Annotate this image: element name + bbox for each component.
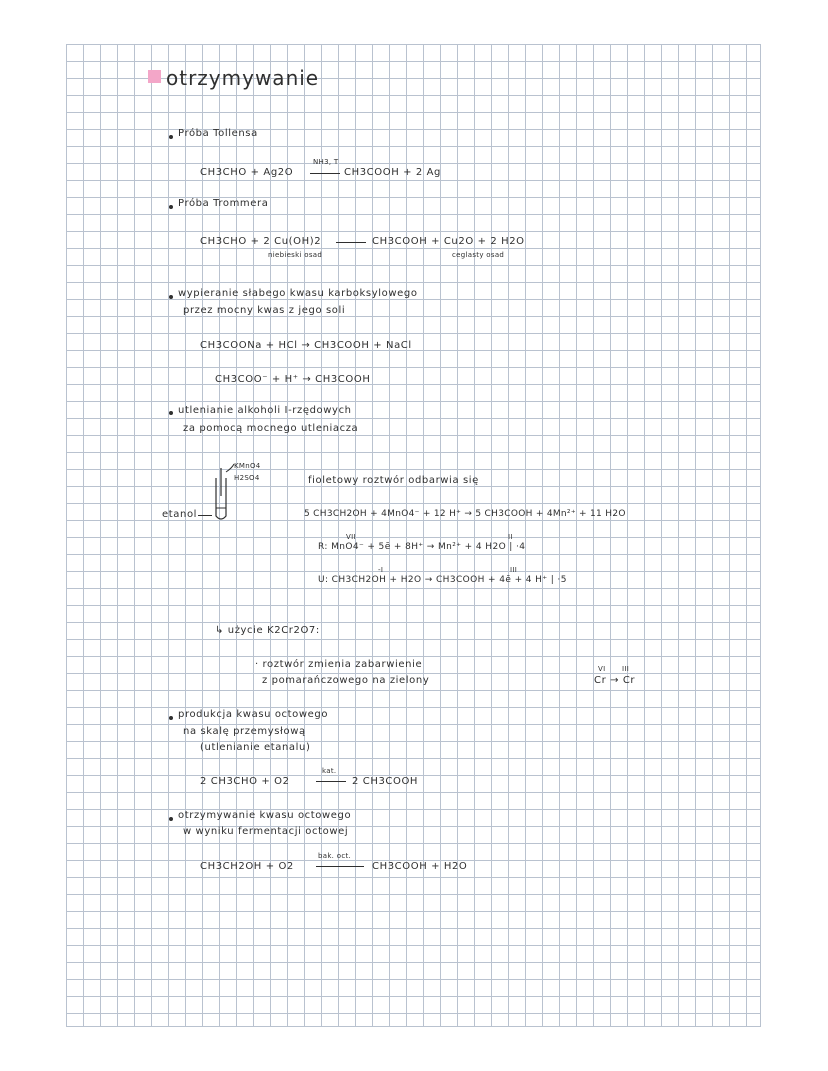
half-reaction-u: U: CH3CH2OH + H2O → CH3COOH + 4ē + 4 H⁺ | ·5 — [318, 575, 567, 585]
fermentation-product: CH3COOH + H2O — [372, 861, 468, 872]
displacement-heading-2: przez mocny kwas z jego soli — [183, 305, 346, 316]
alt-label: ↳ użycie K2Cr2O7: — [215, 625, 320, 636]
title-marker — [148, 70, 161, 83]
bullet — [169, 411, 173, 415]
ox-num-u1: -I — [378, 566, 384, 574]
tollens-right: CH3COOH + 2 Ag — [344, 167, 441, 178]
tollens-left: CH3CHO + Ag2O — [200, 167, 294, 178]
trommer-left: CH3CHO + 2 Cu(OH)2 — [200, 236, 322, 247]
alt-observation-2: z pomarańczowego na zielony — [262, 675, 430, 686]
reaction-arrow — [310, 173, 340, 174]
reagent-h2so4: H2SO4 — [234, 474, 260, 482]
displacement-eq2: CH3COO⁻ + H⁺ → CH3COOH — [215, 374, 371, 385]
ox-num-u2: III — [510, 566, 518, 574]
industrial-heading-3: (utlenianie etanalu) — [200, 742, 311, 753]
trommer-right: CH3COOH + Cu2O + 2 H2O — [372, 236, 525, 247]
displacement-heading-1: wypieranie słabego kwasu karboksylowego — [178, 288, 418, 299]
pointer-line — [198, 515, 212, 516]
fermentation-condition: bak. oct. — [318, 852, 352, 860]
fermentation-eq: CH3CH2OH + O2 — [200, 861, 294, 872]
test-tube-icon — [204, 462, 238, 528]
bullet — [169, 205, 173, 209]
fermentation-heading-2: w wyniku fermentacji octowej — [183, 826, 349, 837]
grid-paper — [66, 44, 761, 1027]
oxidation-observation: fioletowy roztwór odbarwia się — [308, 475, 479, 486]
industrial-product: 2 CH3COOH — [352, 776, 419, 787]
trommer-right-note: ceglasty osad — [452, 251, 505, 259]
cr-iii: III — [622, 665, 630, 673]
trommer-heading: Próba Trommera — [178, 198, 269, 209]
bullet — [169, 817, 173, 821]
bullet — [169, 295, 173, 299]
ox-num-r: VII — [346, 533, 356, 541]
industrial-heading-1: produkcja kwasu octowego — [178, 709, 329, 720]
tollens-heading: Próba Tollensa — [178, 128, 258, 139]
tollens-condition: NH3, T — [313, 158, 339, 166]
bullet — [169, 135, 173, 139]
reaction-arrow — [316, 866, 364, 867]
bullet — [169, 716, 173, 720]
ox-num-r2: II — [508, 533, 513, 541]
industrial-heading-2: na skalę przemysłową — [183, 726, 306, 737]
reaction-arrow — [336, 242, 366, 243]
displacement-eq1: CH3COONa + HCl → CH3COOH + NaCl — [200, 340, 412, 351]
oxidation-eq-main: 5 CH3CH2OH + 4MnO4⁻ + 12 H⁺ → 5 CH3COOH + 4Mn²⁺ + 11 H2O — [304, 509, 626, 519]
reaction-arrow — [316, 781, 346, 782]
page-title: otrzymywanie — [166, 66, 320, 90]
oxidation-heading-1: utlenianie alkoholi I-rzędowych — [178, 405, 352, 416]
industrial-condition: kat. — [322, 767, 337, 775]
oxidation-heading-2: za pomocą mocnego utleniacza — [183, 423, 359, 434]
tube-label: etanol — [162, 509, 198, 520]
alt-observation-1: · roztwór zmienia zabarwienie — [255, 659, 423, 670]
industrial-eq: 2 CH3CHO + O2 — [200, 776, 290, 787]
half-reaction-r: R: MnO4⁻ + 5ē + 8H⁺ → Mn²⁺ + 4 H2O | ·4 — [318, 542, 526, 552]
trommer-left-note: niebieski osad — [268, 251, 323, 259]
fermentation-heading-1: otrzymywanie kwasu octowego — [178, 810, 352, 821]
reagent-kmno4: KMnO4 — [234, 462, 261, 470]
cr-vi: VI — [598, 665, 606, 673]
cr-change: Cr → Cr — [594, 675, 636, 686]
